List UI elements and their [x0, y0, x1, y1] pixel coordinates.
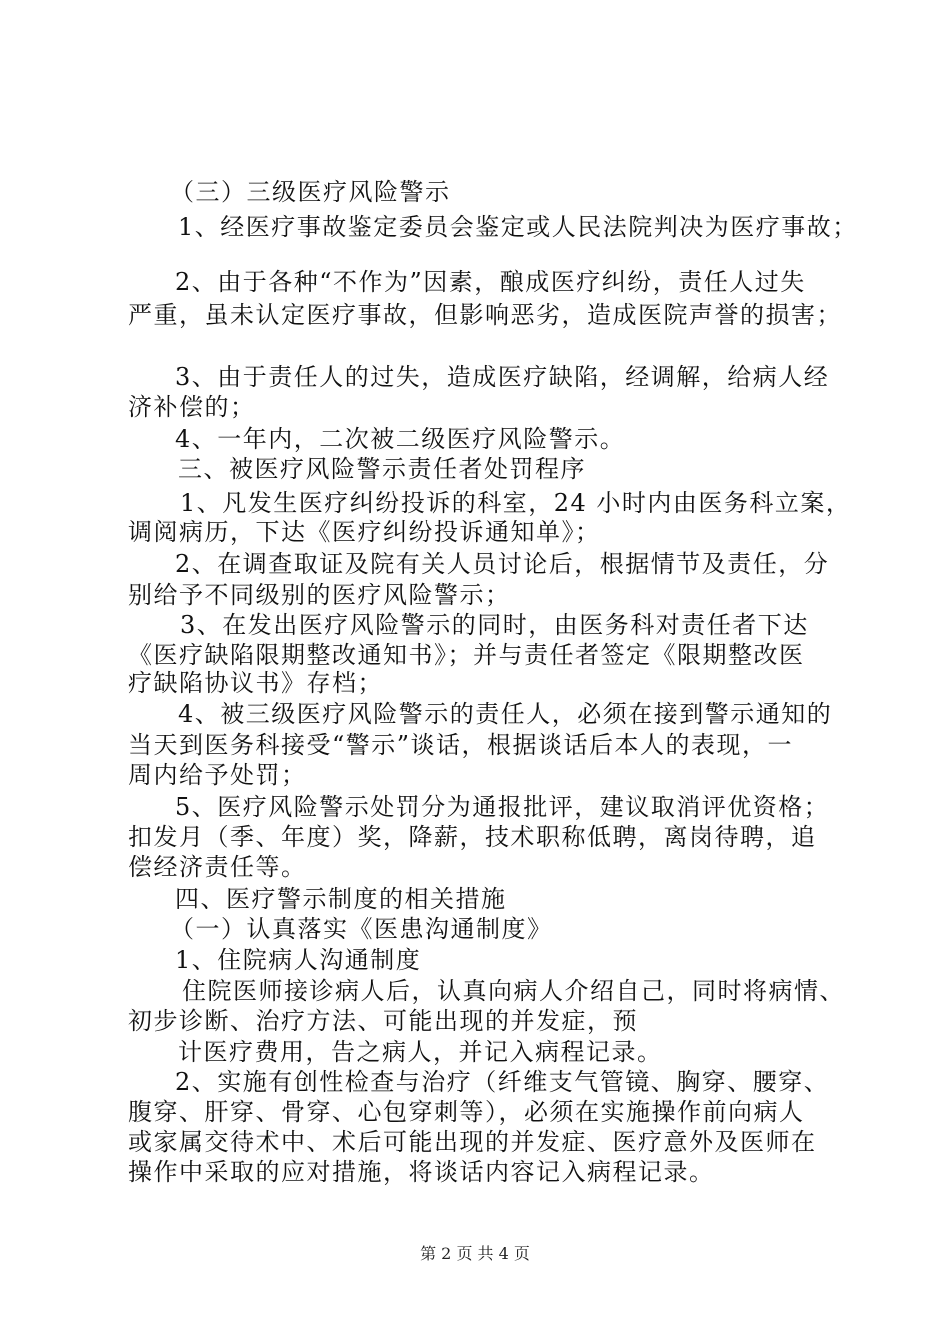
text-line: 4、被三级医疗风险警示的责任人，必须在接到警示通知的 — [178, 700, 833, 728]
text-line: 计医疗费用，告之病人，并记入病程记录。 — [178, 1038, 663, 1066]
text-line: 或家属交待术中、术后可能出现的并发症、医疗意外及医师在 — [128, 1128, 817, 1156]
text-line: 操作中采取的应对措施，将谈话内容记入病程记录。 — [128, 1158, 715, 1186]
text-line: 当天到医务科接受“警示”谈话，根据谈话后本人的表现，一 — [128, 731, 794, 759]
text-line: 《医疗缺陷限期整改通知书》；并与责任者签定《限期整改医 — [128, 641, 805, 669]
text-line: 调阅病历，下达《医疗纠纷投诉通知单》； — [128, 518, 601, 546]
text-line: 扣发月（季、年度）奖，降薪，技术职称低聘，离岗待聘，追 — [128, 823, 817, 851]
text-line: 初步诊断、治疗方法、可能出现的并发症，预 — [128, 1007, 638, 1035]
text-line: 4、一年内，二次被二级医疗风险警示。 — [175, 425, 626, 453]
text-line: 1、住院病人沟通制度 — [175, 946, 422, 974]
page-footer: 第 2 页 共 4 页 — [420, 1244, 530, 1263]
text-line: 1、凡发生医疗纠纷投诉的科室，24 小时内由医务科立案， — [180, 489, 852, 517]
text-line: 5、医疗风险警示处罚分为通报批评，建议取消评优资格； — [175, 793, 830, 821]
text-line: 2、实施有创性检查与治疗（纤维支气管镜、胸穿、腰穿、 — [175, 1068, 830, 1096]
section-heading: 三、被医疗风险警示责任者处罚程序 — [178, 455, 586, 483]
text-line: 3、在发出医疗风险警示的同时，由医务科对责任者下达 — [180, 611, 809, 639]
section-heading: 四、医疗警示制度的相关措施 — [175, 885, 507, 913]
text-line: 别给予不同级别的医疗风险警示； — [128, 581, 511, 609]
text-line: 济补偿的； — [128, 393, 256, 421]
text-line: 腹穿、肝穿、骨穿、心包穿刺等），必须在实施操作前向病人 — [128, 1098, 805, 1126]
text-line: 3、由于责任人的过失，造成医疗缺陷，经调解，给病人经 — [175, 363, 830, 391]
text-line: 住院医师接诊病人后，认真向病人介绍自己，同时将病情、 — [182, 977, 845, 1005]
subsection-heading: （一）认真落实《医患沟通制度》 — [170, 915, 553, 943]
text-line: 周内给予处罚； — [128, 761, 307, 789]
text-line: （三）三级医疗风险警示 — [170, 178, 451, 206]
text-line: 2、由于各种“不作为”因素，酿成医疗纠纷，责任人过失 — [175, 268, 806, 296]
text-line: 1、经医疗事故鉴定委员会鉴定或人民法院判决为医疗事故； — [178, 213, 858, 241]
text-line: 2、在调查取证及院有关人员讨论后，根据情节及责任，分 — [175, 550, 830, 578]
text-line: 偿经济责任等。 — [128, 853, 307, 881]
text-line: 疗缺陷协议书》存档； — [128, 669, 383, 697]
text-line: 严重，虽未认定医疗事故，但影响恶劣，造成医院声誉的损害； — [128, 301, 842, 329]
